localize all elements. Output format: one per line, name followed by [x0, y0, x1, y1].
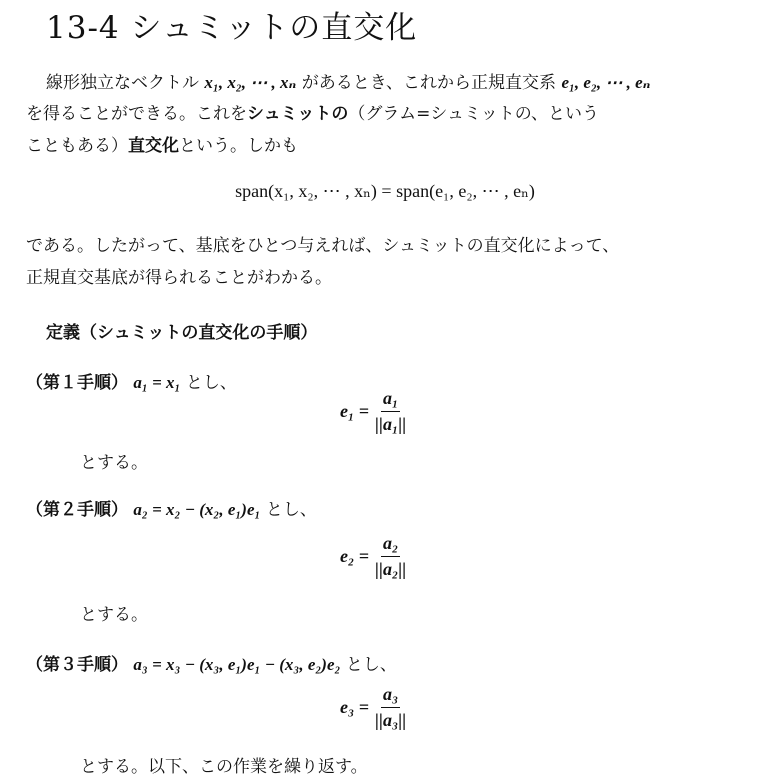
fraction — [375, 684, 406, 731]
step-formula: a₃ = x₃ − (x₃, e₁)e₁ − (x₃, e₂)e₂ — [133, 655, 341, 674]
step-1-line — [26, 368, 237, 393]
definition-title: 定義（シュミットの直交化の手順） — [46, 323, 318, 343]
after-line-1: である。したがって、基底をひとつ与えれば、シュミットの直交化によって、 — [26, 236, 620, 256]
step-label: （第３手順） — [26, 655, 128, 675]
vector-x-list: x₁, x₂, ⋯ , xₙ — [204, 73, 297, 92]
orthogonalization-term: 直交化 — [128, 136, 179, 156]
intro-text: という。しかも — [179, 136, 298, 156]
step-3-line — [26, 650, 397, 675]
step-formula: a₂ = x₂ − (x₂, e₁)e₁ — [133, 500, 261, 519]
step-1-equation — [340, 388, 406, 435]
intro-line-1 — [46, 68, 650, 93]
fraction-numerator: a₁ — [381, 388, 400, 412]
step-formula: a₁ = x₁ — [133, 373, 181, 392]
step-2-line — [26, 495, 317, 520]
intro-line-3 — [26, 131, 298, 156]
equation-lhs: e₂ = — [340, 546, 370, 566]
intro-text: （グラム=シュミットの、という — [348, 104, 600, 124]
step-suffix: とし、 — [345, 655, 397, 675]
page-title: 13-4 シュミットの直交化 — [46, 10, 418, 46]
fraction-denominator: ||a₁|| — [375, 414, 407, 434]
schmidt-term: シュミットの — [247, 104, 349, 124]
step-3-after: とする。以下、この作業を繰り返す。 — [80, 757, 368, 777]
step-3-equation — [340, 684, 406, 731]
intro-text: があるとき、これから正規直交系 — [301, 73, 557, 93]
intro-line-2 — [26, 99, 599, 124]
fraction-numerator: a₂ — [381, 533, 400, 557]
after-line-2: 正規直交基底が得られることがわかる。 — [26, 268, 332, 288]
fraction — [375, 388, 406, 435]
equation-lhs: e₃ = — [340, 697, 370, 717]
span-equation: span(x₁, x₂, ⋯ , xₙ) = span(e₁, e₂, ⋯ , eₙ) — [235, 181, 535, 201]
intro-text: 線形独立なベクトル — [46, 73, 199, 93]
fraction-numerator: a₃ — [381, 684, 400, 708]
step-2-after: とする。 — [80, 605, 148, 625]
vector-e-list: e₁, e₂, ⋯ , eₙ — [561, 73, 651, 92]
step-suffix: とし、 — [185, 373, 237, 393]
intro-text: こともある） — [26, 136, 128, 156]
step-1-after: とする。 — [80, 453, 148, 473]
fraction-denominator: ||a₃|| — [375, 710, 407, 730]
step-label: （第２手順） — [26, 500, 128, 520]
step-2-equation — [340, 533, 406, 580]
intro-text: を得ることができる。これを — [26, 104, 247, 124]
equation-lhs: e₁ = — [340, 401, 370, 421]
step-suffix: とし、 — [265, 500, 317, 520]
fraction-denominator: ||a₂|| — [375, 559, 407, 579]
step-label: （第１手順） — [26, 373, 128, 393]
fraction — [375, 533, 406, 580]
